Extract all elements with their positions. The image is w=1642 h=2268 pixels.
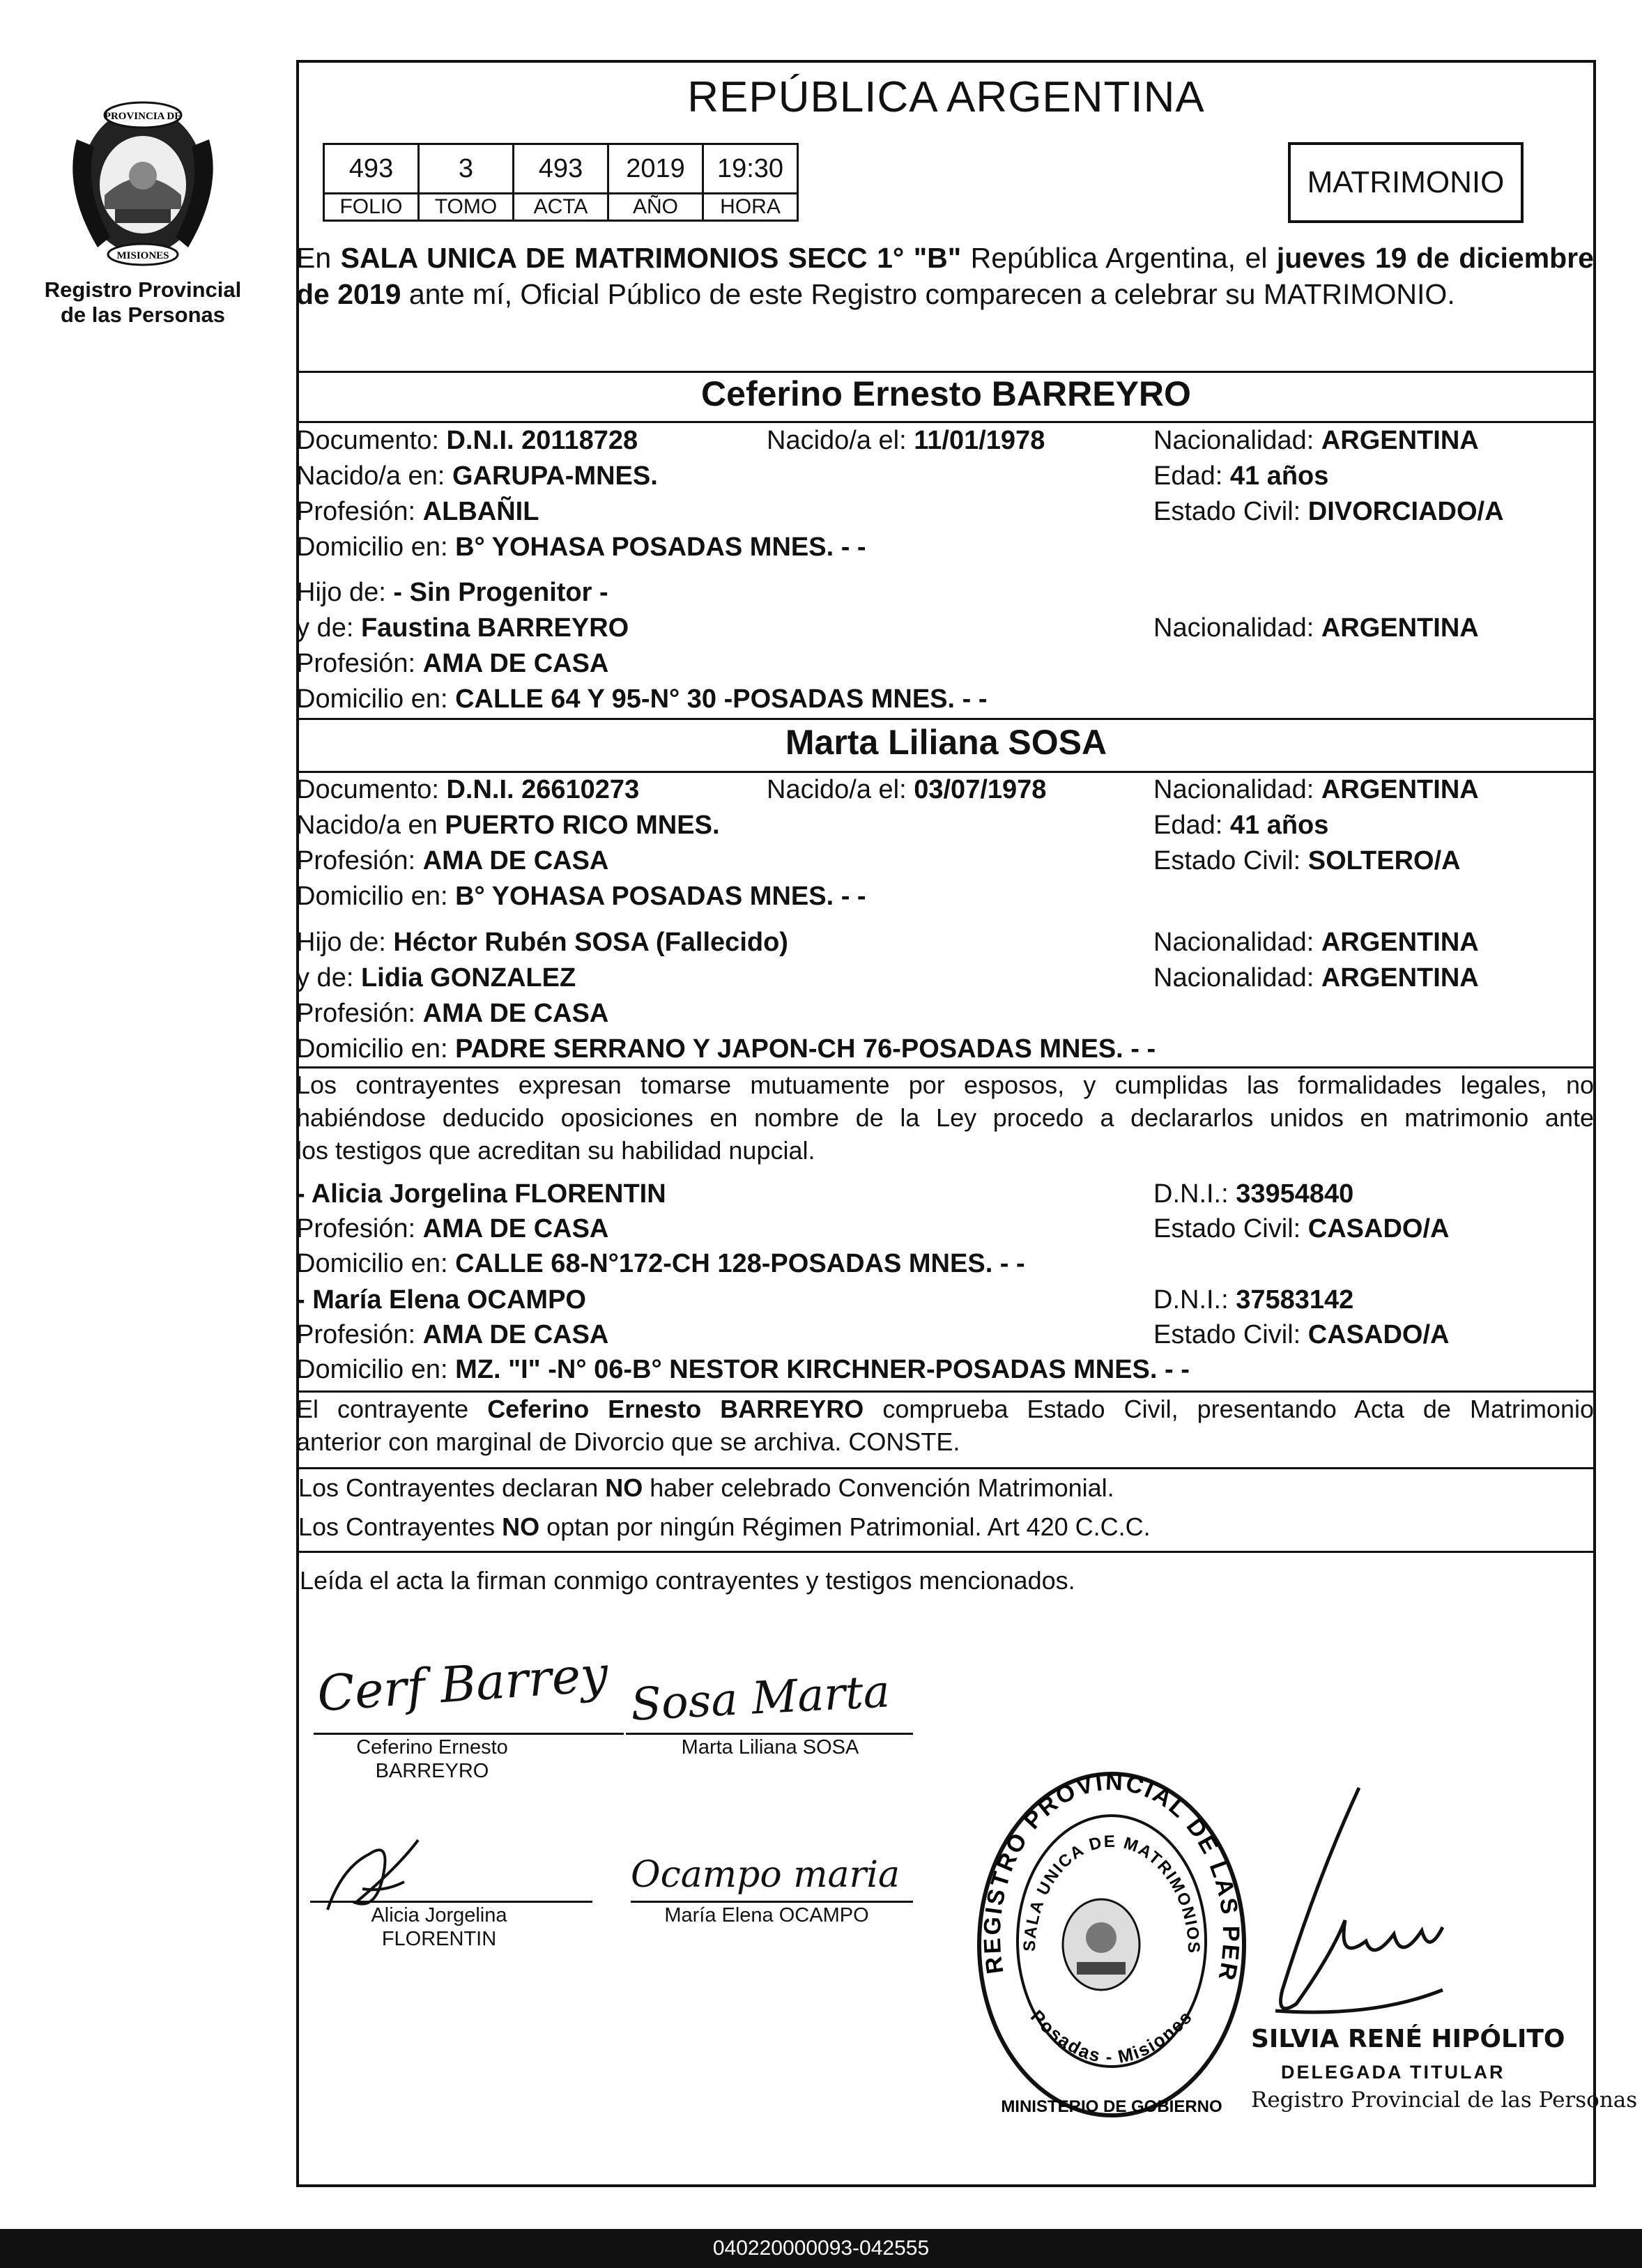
witness1-dni: D.N.I.: 33954840	[1153, 1179, 1354, 1209]
groom-birthdate: Nacido/a el: 11/01/1978	[767, 426, 1045, 455]
seal-label: Registro Provincial de las Personas	[44, 277, 242, 327]
groom-name: Ceferino Ernesto BARREYRO	[701, 374, 1191, 413]
civil-status-note: El contrayente Ceferino Ernesto BARREYRO comprueba Estado Civil, presentando Acta de Matrimonio anterior con marginal de Divorcio que se archiva. CONSTE.	[296, 1395, 1595, 1456]
tomo-value: 3	[419, 144, 514, 194]
groom-father: Hijo de: - Sin Progenitor -	[296, 578, 608, 607]
witness2-civil-status: Estado Civil: CASADO/A	[1153, 1320, 1450, 1349]
groom-nationality: Nacionalidad: ARGENTINA	[1153, 426, 1479, 455]
groom-mother: y de: Faustina BARREYRO	[296, 613, 629, 643]
groom-civil-status: Estado Civil: DIVORCIADO/A	[1153, 497, 1504, 526]
bride-birthdate: Nacido/a el: 03/07/1978	[767, 775, 1047, 804]
svg-text:Posadas - Misiones: Posadas - Misiones	[1027, 2005, 1197, 2068]
year-value: 2019	[608, 144, 703, 194]
groom-documento: Documento: D.N.I. 20118728	[296, 426, 638, 455]
svg-text:REGISTRO PROVINCIAL DE LAS PER: REGISTRO PROVINCIAL DE LAS PER	[979, 1768, 1245, 1984]
bride-parents-address: Domicilio en: PADRE SERRANO Y JAPON-CH 76-POSADAS MNES. - -	[296, 1034, 1156, 1064]
witness2-dni: D.N.I.: 37583142	[1153, 1285, 1354, 1315]
bride-father: Hijo de: Héctor Rubén SOSA (Fallecido)	[296, 928, 788, 957]
bride-birthplace: Nacido/a en PUERTO RICO MNES.	[296, 811, 720, 840]
acta-value: 493	[514, 144, 608, 194]
act-type-box: MATRIMONIO	[1288, 142, 1524, 223]
witness2-signature: Ocampo maria	[631, 1854, 900, 1896]
witness2-address: Domicilio en: MZ. "I" -N° 06-B° NESTOR KIRCHNER-POSADAS MNES. - -	[296, 1355, 1190, 1384]
witness2-name: - María Elena OCAMPO	[296, 1285, 586, 1315]
svg-text:PROVINCIA DE: PROVINCIA DE	[104, 111, 182, 122]
official-organization: Registro Provincial de las Personas	[1251, 2087, 1638, 2113]
folio-value: 493	[324, 144, 419, 194]
svg-text:SALA UNICA DE MATRIMONIOS: SALA UNICA DE MATRIMONIOS	[1020, 1832, 1204, 1955]
witness1-profession: Profesión: AMA DE CASA	[296, 1214, 609, 1243]
ceremony-date: jueves 19 de diciembre de 2019	[296, 242, 1594, 310]
bride-nationality: Nacionalidad: ARGENTINA	[1153, 775, 1479, 804]
official-name: SILVIA RENÉ HIPÓLITO	[1251, 2025, 1565, 2053]
official-title: DELEGADA TITULAR	[1281, 2062, 1505, 2083]
svg-text:MINISTERIO DE GOBIERNO: MINISTERIO DE GOBIERNO	[1001, 2097, 1222, 2116]
groom-parents-address: Domicilio en: CALLE 64 Y 95-N° 30 -POSADAS MNES. - -	[296, 684, 988, 714]
svg-text:MISIONES: MISIONES	[116, 250, 169, 261]
groom-mother-nationality: Nacionalidad: ARGENTINA	[1153, 613, 1479, 643]
bride-signature-caption: Marta Liliana SOSA	[681, 1736, 859, 1759]
bride-documento: Documento: D.N.I. 26610273	[296, 775, 640, 804]
bride-address: Domicilio en: B° YOHASA POSADAS MNES. - -	[296, 882, 866, 911]
bride-mother-nationality: Nacionalidad: ARGENTINA	[1153, 963, 1479, 993]
groom-mother-profession: Profesión: AMA DE CASA	[296, 649, 609, 678]
witness2-profession: Profesión: AMA DE CASA	[296, 1320, 609, 1349]
groom-profession: Profesión: ALBAÑIL	[296, 497, 539, 526]
country-title: REPÚBLICA ARGENTINA	[687, 73, 1205, 121]
year-label: AÑO	[608, 194, 703, 221]
hour-value: 19:30	[703, 144, 798, 194]
witness1-signature-caption: Alicia Jorgelina FLORENTIN	[371, 1904, 507, 1950]
folio-table	[323, 143, 799, 222]
bride-father-nationality: Nacionalidad: ARGENTINA	[1153, 928, 1479, 957]
witness1-address: Domicilio en: CALLE 68-N°172-CH 128-POSADAS MNES. - -	[296, 1249, 1025, 1278]
bride-age: Edad: 41 años	[1153, 811, 1329, 840]
folio-label: FOLIO	[324, 194, 419, 221]
witness2-signature-caption: María Elena OCAMPO	[664, 1904, 869, 1926]
bride-name: Marta Liliana SOSA	[785, 723, 1107, 762]
bride-signature: Sosa Marta	[629, 1666, 891, 1731]
groom-age: Edad: 41 años	[1153, 461, 1329, 491]
intro-paragraph: En SALA UNICA DE MATRIMONIOS SECC 1° "B" República Argentina, el jueves 19 de diciembre de 2019 ante mí, Oficial Público de este Registro comparecen a celebrar su MATRIMONIO.	[296, 242, 1594, 310]
document-code: 040220000093-042555	[0, 2229, 1642, 2268]
groom-address: Domicilio en: B° YOHASA POSADAS MNES. - -	[296, 532, 866, 562]
patrimonial-regime-statement: Los Contrayentes NO optan por ningún Régimen Patrimonial. Art 420 C.C.C.	[298, 1512, 1151, 1541]
ceremony-place: SALA UNICA DE MATRIMONIOS SECC 1° "B"	[340, 242, 962, 274]
official-stamp	[962, 1742, 1261, 2136]
groom-birthplace: Nacido/a en: GARUPA-MNES.	[296, 461, 658, 491]
acta-label: ACTA	[514, 194, 608, 221]
witness1-name: - Alicia Jorgelina FLORENTIN	[296, 1179, 666, 1209]
bride-profession: Profesión: AMA DE CASA	[296, 846, 609, 875]
official-signature	[1234, 1781, 1457, 2049]
closing-statement: Leída el acta la firman conmigo contrayentes y testigos mencionados.	[300, 1566, 1075, 1595]
bride-mother-profession: Profesión: AMA DE CASA	[296, 999, 609, 1028]
groom-signature-caption: Ceferino Ernesto BARREYRO	[356, 1736, 508, 1782]
tomo-label: TOMO	[419, 194, 514, 221]
bride-mother: y de: Lidia GONZALEZ	[296, 963, 576, 993]
groom-signature: Cerf Barrey	[315, 1645, 611, 1723]
declaration-paragraph: Los contrayentes expresan tomarse mutuamente por esposos, y cumplidas las formalidades legales, no habiéndose deducido oposiciones en nombre de la Ley procedo a declararlos unidos en matrimonio ante los testigos que acreditan su habilidad nupcial.	[296, 1071, 1594, 1165]
witness1-civil-status: Estado Civil: CASADO/A	[1153, 1214, 1450, 1243]
convention-statement: Los Contrayentes declaran NO haber celebrado Convención Matrimonial.	[298, 1473, 1114, 1502]
provincial-seal	[56, 98, 230, 272]
hour-label: HORA	[703, 194, 798, 221]
bride-civil-status: Estado Civil: SOLTERO/A	[1153, 846, 1461, 875]
